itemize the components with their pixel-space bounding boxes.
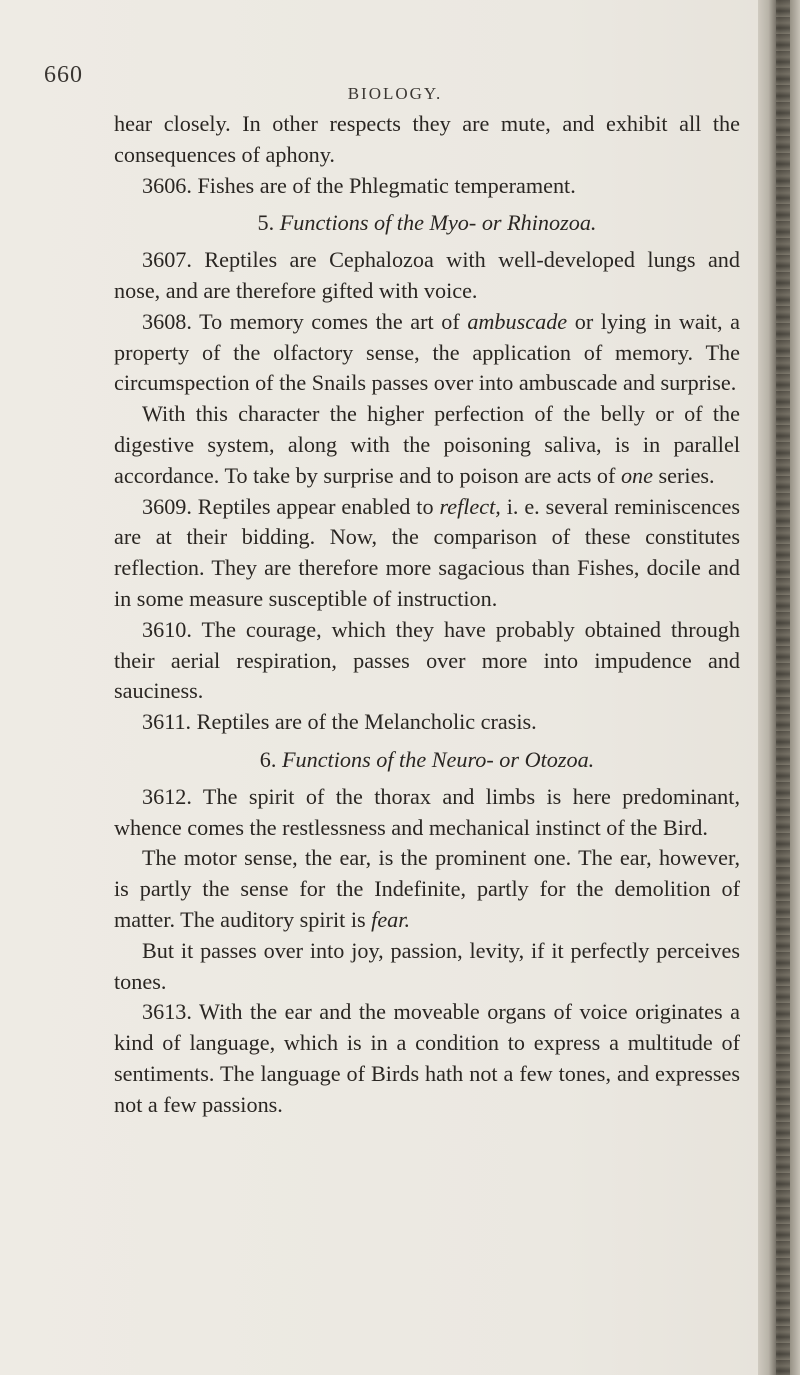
section-title: Functions of the Myo- or Rhinozoa. — [279, 210, 597, 236]
section-heading — [114, 745, 740, 776]
italic-term: fear. — [371, 906, 410, 932]
text-run: 3608. To memory comes the art of — [142, 308, 468, 334]
text-run: With this character the higher perfection of the belly or of the digestive system, along with the poisoning saliva, is in parallel accordance. To take by surprise and to poison are acts of — [114, 401, 740, 488]
text-run: or lying in wait, a property of the olfactory sense, the application of memory. The circumspection of the Snails passes over into ambuscade and surprise. — [114, 308, 740, 396]
section-number: 6. — [259, 746, 282, 772]
section-number: 5. — [257, 210, 280, 236]
italic-term: ambuscade — [467, 308, 568, 334]
paragraph: 3606. Fishes are of the Phlegmatic temperament. — [142, 172, 576, 198]
paragraph: 3611. Reptiles are of the Melancholic crasis. — [142, 709, 537, 735]
paragraph: 3612. The spirit of the thorax and limbs is here predominant, whence comes the restlessness and mechanical instinct of the Bird. — [114, 783, 740, 840]
paragraph: 3610. The courage, which they have probably obtained through their aerial respiration, passes over more into impudence and sauciness. — [114, 616, 740, 704]
binding-texture — [776, 0, 790, 1375]
paragraph — [114, 307, 740, 399]
italic-term: reflect, — [439, 493, 501, 519]
italic-term: one — [620, 462, 653, 488]
section-title: Functions of the Neuro- or Otozoa. — [281, 746, 595, 772]
paragraph: hear closely. In other respects they are mute, and exhibit all the consequences of aphony. — [114, 111, 740, 167]
text-run: The motor sense, the ear, is the prominent one. The ear, however, is partly the sense for the Indefinite, partly for the demolition of matter. The auditory spirit is — [114, 845, 740, 932]
paragraph — [114, 843, 740, 935]
paragraph: 3607. Reptiles are Cephalozoa with well-developed lungs and nose, and are therefore gifted with voice. — [114, 247, 740, 303]
text-run: series. — [652, 462, 715, 488]
section-heading — [114, 208, 740, 239]
paragraph: 3613. With the ear and the moveable organs of voice originates a kind of language, which is in a condition to express a multitude of sentiments. The language of Birds hath not a few tones, and expresses not a few passions. — [114, 999, 740, 1117]
paragraph — [114, 399, 740, 491]
book-spine-edge — [758, 0, 800, 1375]
text-run: 3609. Reptiles appear enabled to — [142, 493, 440, 519]
paragraph: But it passes over into joy, passion, levity, if it perfectly perceives tones. — [114, 937, 740, 994]
paragraph — [114, 492, 740, 615]
text-run: i. e. several reminiscences are at their bidding. Now, the comparison of these constitutes reflection. They are therefore more sagacious than Fishes, docile and in some measure susceptible of instruction. — [114, 493, 740, 611]
body-text — [114, 109, 740, 1121]
page-number: 660 — [44, 62, 83, 88]
running-head: BIOLOGY. — [347, 84, 443, 103]
